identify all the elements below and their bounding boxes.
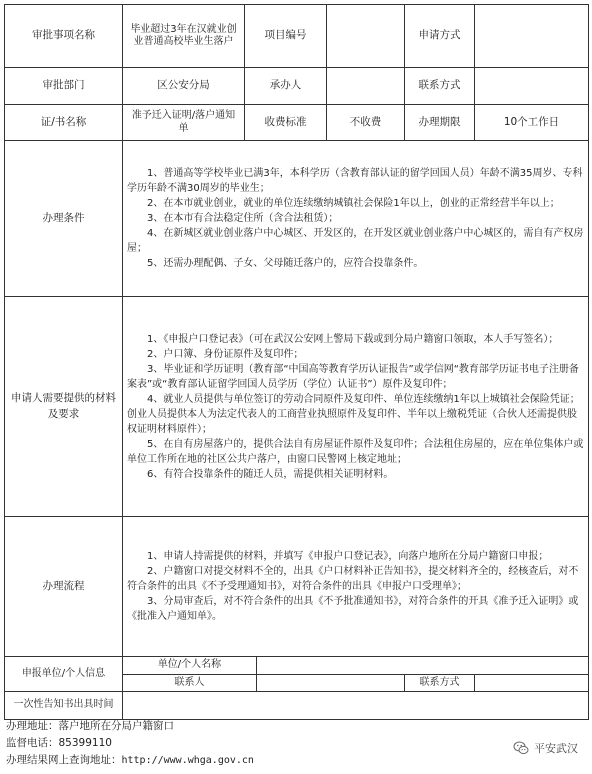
unit-name-label: 单位/个人名称 (123, 657, 257, 675)
wechat-icon (513, 740, 529, 756)
phone-line (6, 735, 586, 752)
materials-label: 申请人需要提供的材料及要求 (5, 297, 123, 517)
phone-label: 监督电话： (6, 737, 59, 749)
fee-value: 不收费 (327, 105, 405, 141)
material-item: 6、有符合投靠条件的随迁人员，需提供相关证明材料。 (147, 468, 394, 480)
form-table (4, 4, 589, 720)
period-value: 10个工作日 (475, 105, 589, 141)
row-item (5, 5, 589, 68)
query-label: 办理结果网上查询地址： (6, 754, 122, 766)
item-name-value: 毕业超过3年在汉就业创业普通高校毕业生落户 (123, 5, 245, 68)
applicant-label: 申报单位/个人信息 (5, 657, 123, 692)
query-url[interactable]: http://www.whga.gov.cn (121, 755, 254, 766)
contact-person-value (257, 674, 405, 692)
unit-name-value (257, 657, 589, 675)
condition-item: 2、在本市就业创业，就业的单位连续缴纳城镇社会保险1年以上，创业的正常经营半年以上； (147, 198, 560, 209)
project-code-value (327, 5, 405, 68)
condition-item: 3、在本市有合法稳定住所（含合法租赁）； (147, 213, 339, 224)
condition-item: 4、在新城区就业创业落户中心城区、开发区的，在开发区就业创业落户中心城区的，需自有产权房屋； (127, 228, 584, 254)
material-item: 1、《申报户口登记表》（可在武汉公安网上警局下载或到分局户籍窗口领取，本人手写签名）； (147, 333, 559, 345)
notice-time-label: 一次性告知书出具时间 (5, 692, 123, 720)
contact-method-label: 联系方式 (405, 674, 475, 692)
row-cert (5, 105, 589, 141)
material-item: 2、户口簿、身份证原件及复印件； (147, 348, 304, 360)
process-item: 2、户籍窗口对提交材料不全的，出具《户口材料补正告知书》，提交材料齐全的，经核查后，对不符合条件的出具《不予受理通知书》，对符合条件的出具《申报户口受理单》； (127, 566, 579, 592)
handler-label: 承办人 (245, 68, 327, 105)
row-conditions (5, 141, 589, 297)
process-label: 办理流程 (5, 517, 123, 657)
phone-value: 85399110 (58, 737, 112, 749)
conditions-body (123, 141, 589, 297)
address-label: 办理地址： (6, 720, 59, 732)
row-dept (5, 68, 589, 105)
row-materials (5, 297, 589, 517)
process-item: 3、分局审查后，对不符合条件的出具《不予批准通知书》，对符合条件的开具《准予迁入证明》或《批准入户通知单》。 (127, 596, 579, 622)
watermark-text: 平安武汉 (534, 742, 578, 755)
watermark (513, 740, 578, 756)
address-value: 落户地所在分局户籍窗口 (58, 720, 174, 732)
notice-time-value (123, 692, 589, 720)
material-item: 5、在自有房屋落户的，提供合法自有房屋证件原件及复印件；合法租住房屋的，应在单位集体户或单位工作所在地的社区公共户落户，由窗口民警网上核定地址； (127, 438, 584, 465)
handler-value (327, 68, 405, 105)
materials-body (123, 297, 589, 517)
condition-item: 5、还需办理配偶、子女、父母随迁落户的，应符合投靠条件。 (147, 258, 424, 269)
conditions-label: 办理条件 (5, 141, 123, 297)
dept-value: 区公安分局 (123, 68, 245, 105)
material-item: 4、就业人员提供与单位签订的劳动合同原件及复印件、单位连续缴纳1年以上城镇社会保险凭证；创业人员提供本人为法定代表人的工商营业执照原件及复印件、半年以上缴税凭证（合伙人还需提供股权证明材料原件）； (127, 393, 580, 435)
approval-notice-form (4, 4, 588, 720)
cert-value: 准予迁入证明/落户通知单 (123, 105, 245, 141)
apply-method-label: 申请方式 (405, 5, 475, 68)
process-body (123, 517, 589, 657)
apply-method-value (475, 5, 589, 68)
item-name-label: 审批事项名称 (5, 5, 123, 68)
contact-method-value (475, 674, 589, 692)
fee-label: 收费标准 (245, 105, 327, 141)
cert-label: 证/书名称 (5, 105, 123, 141)
row-applicant-unit (5, 657, 589, 675)
contact-value (475, 68, 589, 105)
query-line (6, 752, 586, 769)
footer (6, 718, 586, 769)
project-code-label: 项目编号 (245, 5, 327, 68)
contact-person-label: 联系人 (123, 674, 257, 692)
row-process (5, 517, 589, 657)
condition-item: 1、普通高等学校毕业已满3年，本科学历（含教育部认证的留学回国人员）年龄不满35周岁、专科学历年龄不满30周岁的毕业生； (127, 168, 583, 194)
period-label: 办理期限 (405, 105, 475, 141)
row-notice-time (5, 692, 589, 720)
contact-label: 联系方式 (405, 68, 475, 105)
material-item: 3、毕业证和学历证明（教育部“中国高等教育学历认证报告”或学信网“教育部学历证书电子注册备案表”或“教育部认证留学回国人员学历（学位）认证书”）原件及复印件； (127, 363, 579, 390)
address-line (6, 718, 586, 735)
process-item: 1、申请人持需提供的材料，并填写《申报户口登记表》，向落户地所在分局户籍窗口申报； (147, 551, 549, 562)
dept-label: 审批部门 (5, 68, 123, 105)
